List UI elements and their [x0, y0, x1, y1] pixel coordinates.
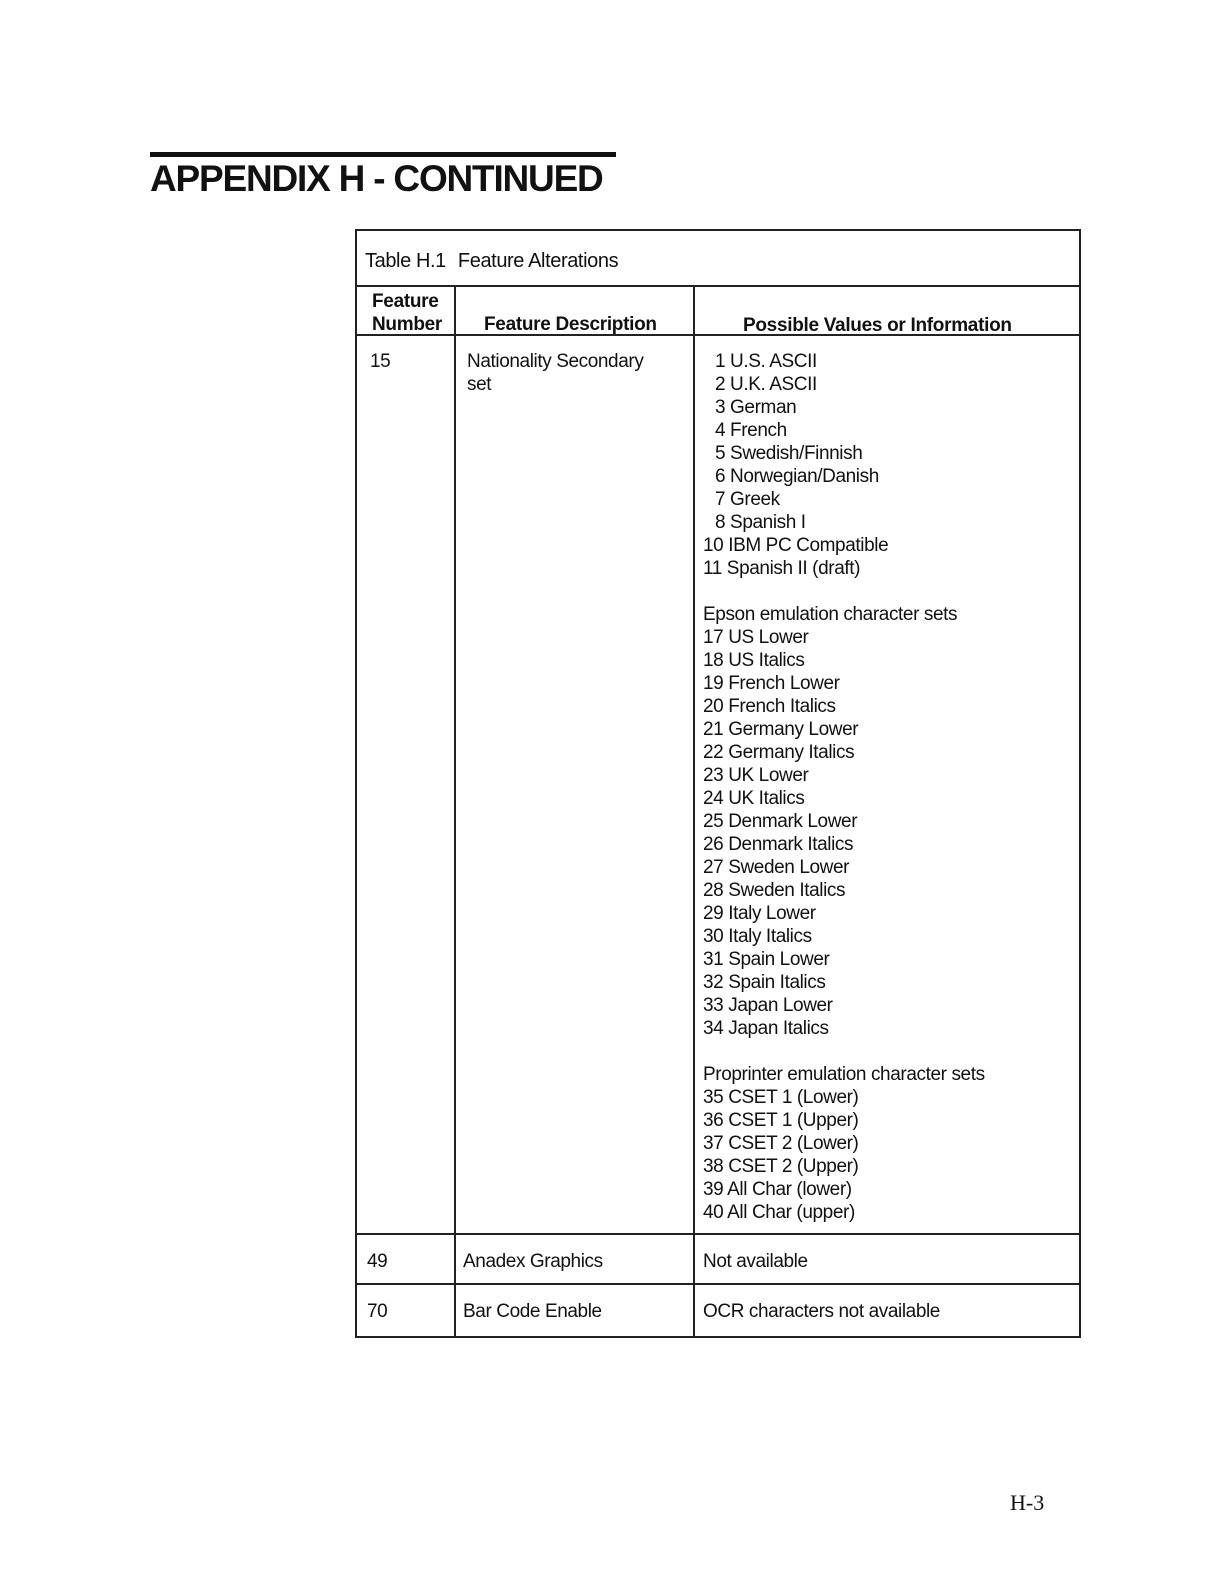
row-15-values [703, 350, 985, 1224]
value-line: 20 French Italics [703, 696, 836, 717]
value-line: 29 Italy Lower [703, 903, 816, 924]
value-line: 2 U.K. ASCII [715, 374, 817, 395]
row-70-value: OCR characters not available [703, 1301, 940, 1322]
value-line: 30 Italy Italics [703, 926, 812, 947]
row-49-value: Not available [703, 1251, 808, 1272]
value-line: 21 Germany Lower [703, 719, 859, 740]
value-line: 31 Spain Lower [703, 949, 830, 970]
value-line: 6 Norwegian/Danish [715, 466, 879, 487]
value-line: Epson emulation character sets [703, 604, 958, 625]
page-number: H-3 [1010, 1490, 1045, 1515]
header-feature-number-line1: Feature [372, 291, 439, 312]
value-line: 37 CSET 2 (Lower) [703, 1133, 859, 1154]
row-70-description: Bar Code Enable [463, 1301, 602, 1322]
header-feature-number [372, 290, 442, 336]
value-line: 19 French Lower [703, 673, 840, 694]
table-caption-title: Feature Alterations [457, 250, 619, 272]
value-line: 40 All Char (upper) [703, 1202, 855, 1223]
value-line: 39 All Char (lower) [703, 1179, 852, 1200]
table-caption-id: Table H.1 [365, 250, 446, 272]
value-line: 3 German [715, 397, 797, 418]
value-line: 32 Spain Italics [703, 972, 826, 993]
row-70-number: 70 [367, 1301, 388, 1322]
value-line: 34 Japan Italics [703, 1018, 829, 1039]
row-divider-2 [355, 1283, 1081, 1285]
value-line: 38 CSET 2 (Upper) [703, 1156, 859, 1177]
value-line: 26 Denmark Italics [703, 834, 854, 855]
value-line: 24 UK Italics [703, 788, 805, 809]
value-line: 4 French [715, 420, 787, 441]
row-15-description-line2: set [467, 374, 492, 395]
value-group [703, 1063, 985, 1224]
value-line: Proprinter emulation character sets [703, 1064, 985, 1085]
value-line: 11 Spanish II (draft) [703, 558, 861, 579]
row-49-description: Anadex Graphics [463, 1251, 603, 1272]
header-feature-description: Feature Description [484, 314, 657, 335]
value-line: 28 Sweden Italics [703, 880, 846, 901]
column-divider-2 [693, 285, 695, 1336]
row-15-number: 15 [370, 351, 391, 372]
header-possible-values: Possible Values or Information [743, 315, 1012, 336]
value-line: 35 CSET 1 (Lower) [703, 1087, 859, 1108]
table-caption [365, 250, 618, 273]
value-line: 10 IBM PC Compatible [703, 535, 889, 556]
value-line: 22 Germany Italics [703, 742, 855, 763]
header-feature-number-line2: Number [372, 314, 442, 335]
caption-divider [355, 285, 1081, 287]
value-line: 18 US Italics [703, 650, 805, 671]
value-line: 36 CSET 1 (Upper) [703, 1110, 859, 1131]
row-49-number: 49 [367, 1251, 388, 1272]
value-line: 7 Greek [715, 489, 780, 510]
value-line: 8 Spanish I [715, 512, 806, 533]
row-15-description-line1: Nationality Secondary [467, 351, 644, 372]
value-line: 23 UK Lower [703, 765, 809, 786]
page-title: APPENDIX H - CONTINUED [150, 158, 603, 199]
value-line: 27 Sweden Lower [703, 857, 850, 878]
row-divider-1 [355, 1233, 1081, 1235]
value-line: 17 US Lower [703, 627, 809, 648]
value-line: 25 Denmark Lower [703, 811, 858, 832]
value-line: 33 Japan Lower [703, 995, 833, 1016]
column-divider-1 [454, 285, 456, 1336]
value-group [703, 350, 985, 580]
value-line: 1 U.S. ASCII [715, 351, 817, 372]
value-group [703, 603, 985, 1040]
value-line: 5 Swedish/Finnish [715, 443, 863, 464]
row-15-description [467, 350, 643, 396]
